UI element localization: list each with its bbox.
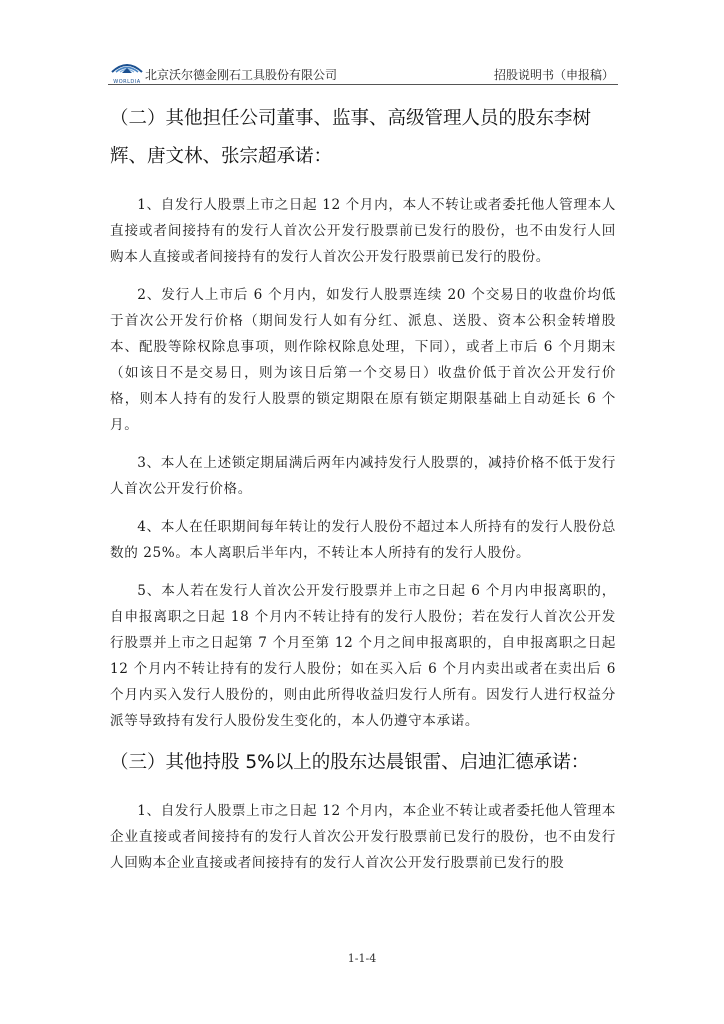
worldia-logo-icon [108,60,146,78]
paragraph: 5、本人若在发行人首次公开发行股票并上市之日起 6 个月内申报离职的，自申报离职之日起 18 个月内不转让持有的发行人股份；若在发行人首次公开发行股票并上市之日起第 7 个月至第 12 个月之间申报离职的，自申报离职之日起 12 个月内不转让持有的发行人股份；如在买入后 6 个月内卖出或者在卖出后 6 个月内买入发行人股份的，则由此所得收益归发行人所有。因发行人进行权益分派等导致持有发行人股份发生变化的，本人仍遵守本承诺。 [110,583,616,729]
paragraph: 1、自发行人股票上市之日起 12 个月内，本人不转让或者委托他人管理本人直接或者间接持有的发行人首次公开发行股票前已发行的股份，也不由发行人回购本人直接或者间接持有的发行人首次公开发行股票前已发行的股份。 [110,197,616,265]
logo-text: WORLDIA [113,79,141,85]
company-logo [108,60,146,85]
document-body [110,100,616,876]
paragraph: 3、本人在上述锁定期届满后两年内减持发行人股票的，减持价格不低于发行人首次公开发行价格。 [110,455,616,497]
document-type: 招股说明书（申报稿） [493,68,614,82]
header-divider [108,84,618,85]
paragraph: 1、自发行人股票上市之日起 12 个月内，本企业不转让或者委托他人管理本企业直接或者间接持有的发行人首次公开发行股票前已发行的股份，也不由发行人回购本企业直接或者间接持有的发行人首次公开发行股票前已发行的股 [110,803,616,871]
company-name: 北京沃尔德金刚石工具股份有限公司 [145,68,338,82]
paragraph: 2、发行人上市后 6 个月内，如发行人股票连续 20 个交易日的收盘价均低于首次公开发行价格（期间发行人如有分红、派息、送股、资本公积金转增股本、配股等除权除息事项，则作除权除息处理，下同），或者上市后 6 个月期末（如该日不是交易日，则为该日后第一个交易日）收盘价低于首次公开发行价格，则本人持有的发行人股票的锁定期限在原有锁定期限基础上自动延长 6 个月。 [110,287,616,433]
page-header [108,56,618,86]
paragraph: 4、本人在任职期间每年转让的发行人股份不超过本人所持有的发行人股份总数的 25%。本人离职后半年内，不转让本人所持有的发行人股份。 [110,519,616,561]
page-number: 1-1-4 [347,952,377,965]
section-heading: （三）其他持股 5%以上的股东达晨银雷、启迪汇德承诺： [110,752,590,773]
section-heading: （二）其他担任公司董事、监事、高级管理人员的股东李树辉、唐文林、张宗超承诺： [110,108,592,167]
